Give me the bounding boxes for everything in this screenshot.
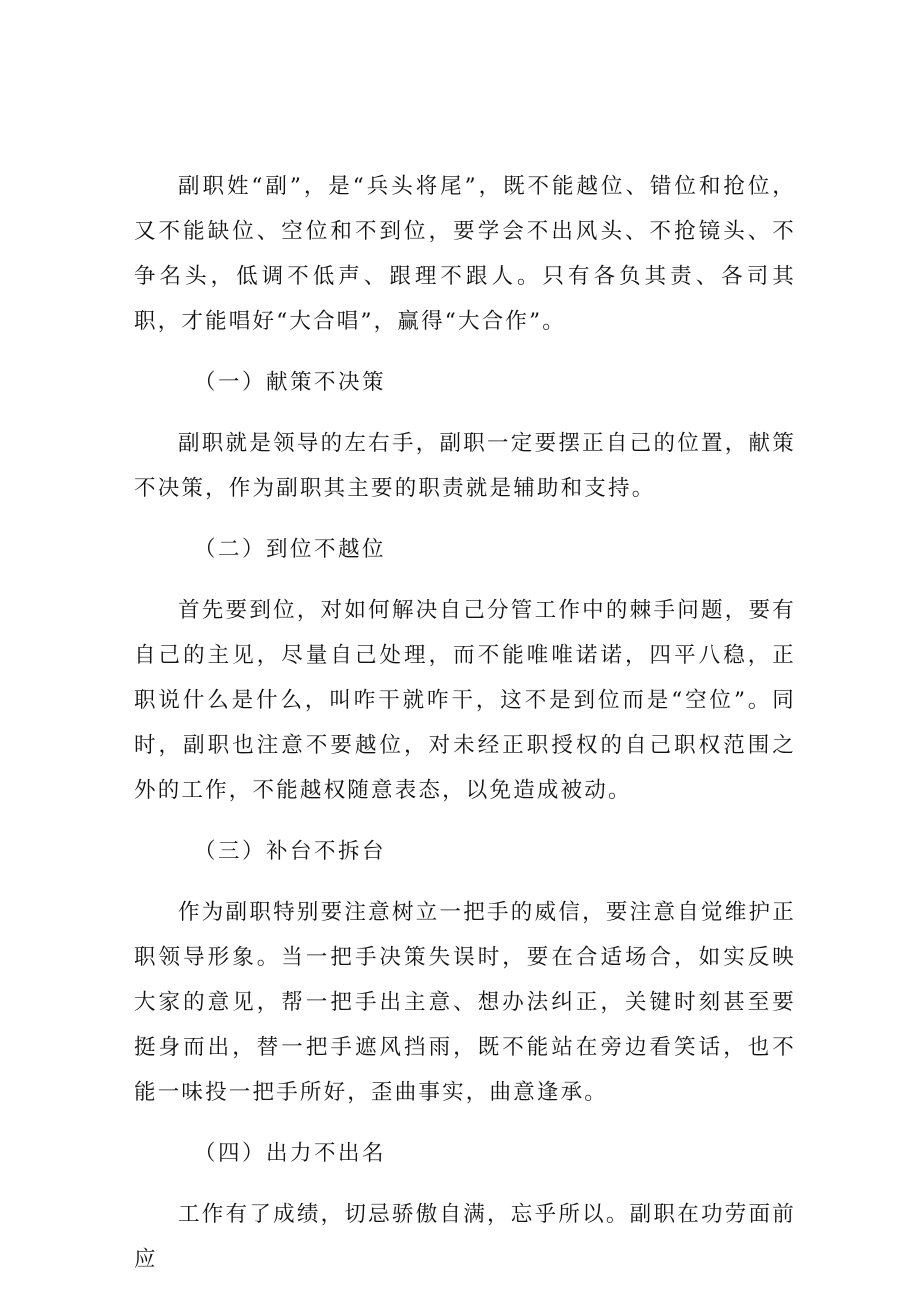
section-body-2: 首先要到位，对如何解决自己分管工作中的棘手问题，要有自己的主见，尽量自己处理，而不能唯唯诺诺，四平八稳，正职说什么是什么，叫咋干就咋干，这不是到位而是“空位”。同时，副职也注意不要越位，对未经正职授权的自己职权范围之外的工作，不能越权随意表态，以免造成被动。 xyxy=(134,598,796,803)
section-body-1: 副职就是领导的左右手，副职一定要摆正自己的位置，献策不决策，作为副职其主要的职责就是辅助和支持。 xyxy=(134,431,796,501)
section-heading-2: （二）到位不越位 xyxy=(194,537,387,562)
section-heading-4: （四）出力不出名 xyxy=(194,1141,387,1166)
intro-paragraph: 副职姓“副”，是“兵头将尾”，既不能越位、错位和抢位，又不能缺位、空位和不到位，要学会不出风头、不抢镜头、不争名头，低调不低声、跟理不跟人。只有各负其责、各司其职，才能唱好“大合唱”，赢得“大合作”。 xyxy=(134,174,796,334)
section-heading-1: （一）献策不决策 xyxy=(194,370,387,395)
section-body-3: 作为副职特别要注意树立一把手的威信，要注意自觉维护正职领导形象。当一把手决策失误时，要在合适场合，如实反映大家的意见，帮一把手出主意、想办法纠正，关键时刻甚至要挺身而出，替一把手遮风挡雨，既不能站在旁边看笑话，也不能一味投一把手所好，歪曲事实，曲意逢承。 xyxy=(134,900,796,1105)
document-body xyxy=(134,164,796,1298)
section-heading-3: （三）补台不拆台 xyxy=(194,839,387,864)
section-body-4: 工作有了成绩，切忌骄傲自满，忘乎所以。副职在功劳面前应 xyxy=(134,1202,796,1272)
